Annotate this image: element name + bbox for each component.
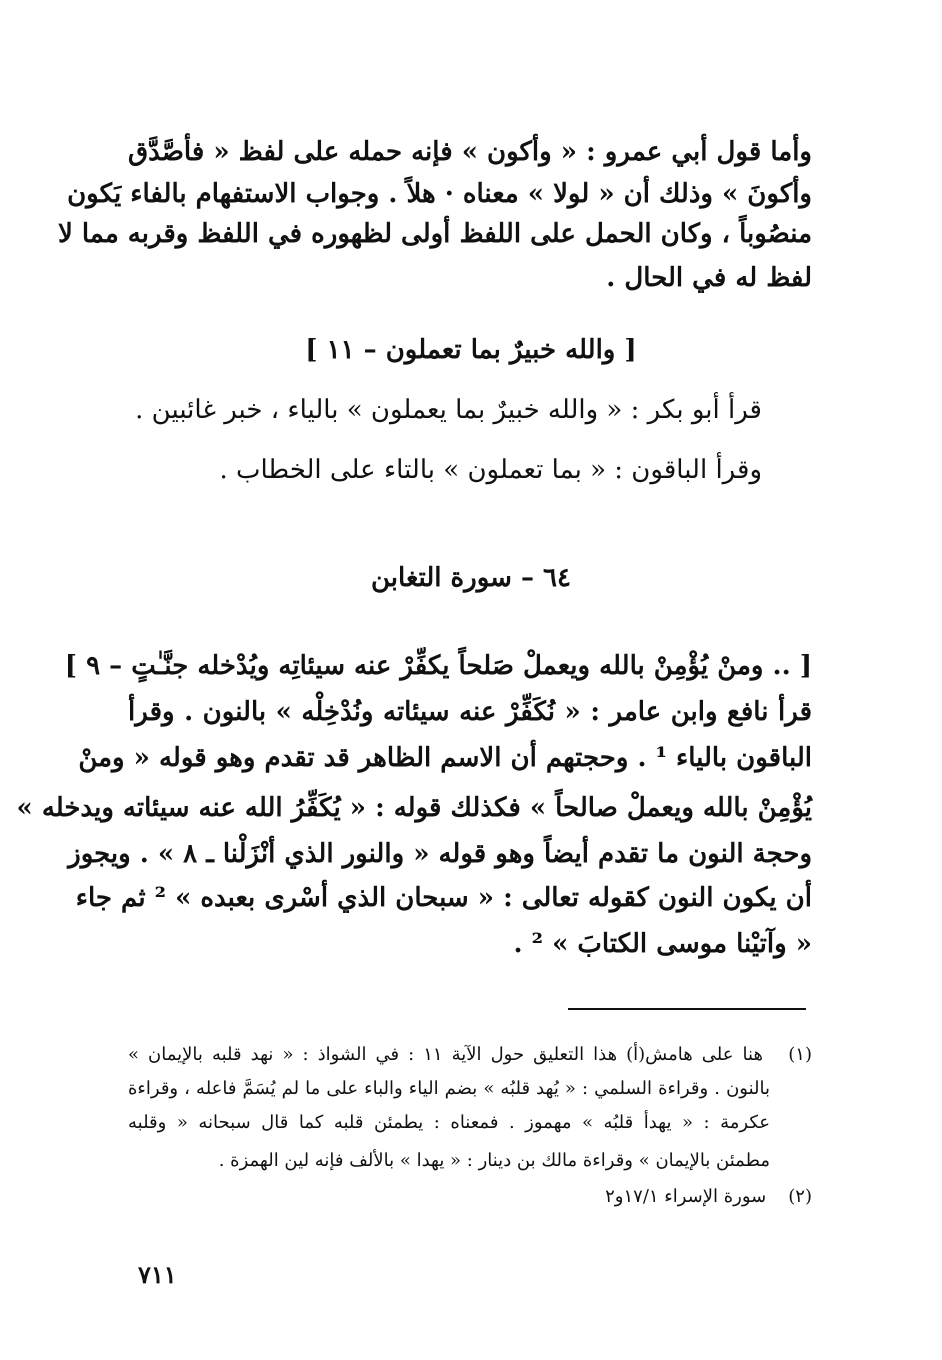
page-number: ٧١١ [138,1260,177,1289]
footnote-1-line-1 [128,1040,812,1070]
paragraph1-line-3: منصُوباً ، وكان الحمل على اللفظ أولى لظهوره في اللفظ وقربه مما لا [57,219,812,249]
verse9-heading: [ .. ومنْ يُؤْمِنْ بالله ويعملْ صَلحاً يكفِّرْ عنه سيئاتِه ويُدْخله جنَّـٰتٍ – ٩ ] [64,651,812,681]
footnote-2-text: سورة الإسراء ١٧/١و٢ [605,1186,767,1207]
verse11-heading: [ والله خبيرٌ بما تعملون – ١١ ] [305,335,637,365]
verse9-line-1: قرأ نافع وابن عامر : « نُكَفِّرْ عنه سيئاته ونُدْخِلْه » بالنون . وقرأ [128,697,812,727]
verse9-line-2: الباقون بالياء ¹ . وحجتهم أن الاسم الظاهر قد تقدم وهو قوله « ومنْ [78,743,812,773]
verse11-line-2: وقرأ الباقون : « بما تعملون » بالتاء على الخطاب . [219,455,762,485]
footnote-2-number: (٢) [788,1186,812,1207]
verse11-line-1: قرأ أبو بكر : « والله خبيرٌ بما يعملون » بالياء ، خبر غائبين . [135,395,762,425]
paragraph1-line-1: وأما قول أبي عمرو : « وأكون » فإنه حمله على لفظ « فأصَّدَّق [128,137,812,167]
footnote-1-text: هنا على هامش(أ) هذا التعليق حول الآية ١١ : في الشواذ : « نهد قلبه بالإيمان » [128,1044,763,1065]
footnote-1-line-2: بالنون . وقراءة السلمي : « يُهد قلبُه » بضم الياء والباء على ما لم يُسَمَّ فاعله ، وقراءة [128,1078,770,1099]
footnote-1-line-4: مطمئن بالإيمان » وقراءة مالك بن دينار : « يهدا » بالألف فإنه لين الهمزة . [218,1150,770,1171]
footnote-1-line-3: عكرمة : « يهدأ قلبُه » مهموز . فمعناه : يطمئن قلبه كما قال سبحانه « وقلبه [128,1112,770,1133]
footnote-2 [128,1182,812,1212]
verse9-line-5: أن يكون النون كقوله تعالى : « سبحان الذي أسْرى بعبده » ² ثم جاء [75,883,812,913]
surah-title: ٦٤ – سورة التغابن [371,563,571,593]
footnote-separator [568,1008,806,1010]
footnote-1-number: (١) [788,1044,812,1065]
paragraph1-line-2: وأكونَ » وذلك أن « لولا » معناه · هلاً . وجواب الاستفهام بالفاء يَكون [67,179,812,209]
verse9-line-6: « وآتيْنا موسى الكتابَ » ² . [513,929,812,959]
verse9-line-3: يُؤْمِنْ بالله ويعملْ صالحاً » فكذلك قوله : « يُكَفِّرُ الله عنه سيئاته ويدخله » [16,793,812,823]
paragraph1-line-4: لفظ له في الحال . [606,263,812,293]
verse9-line-4: وحجة النون ما تقدم أيضاً وهو قوله « والنور الذي أنْزَلْنا ـ ٨ » . ويجوز [68,839,812,869]
